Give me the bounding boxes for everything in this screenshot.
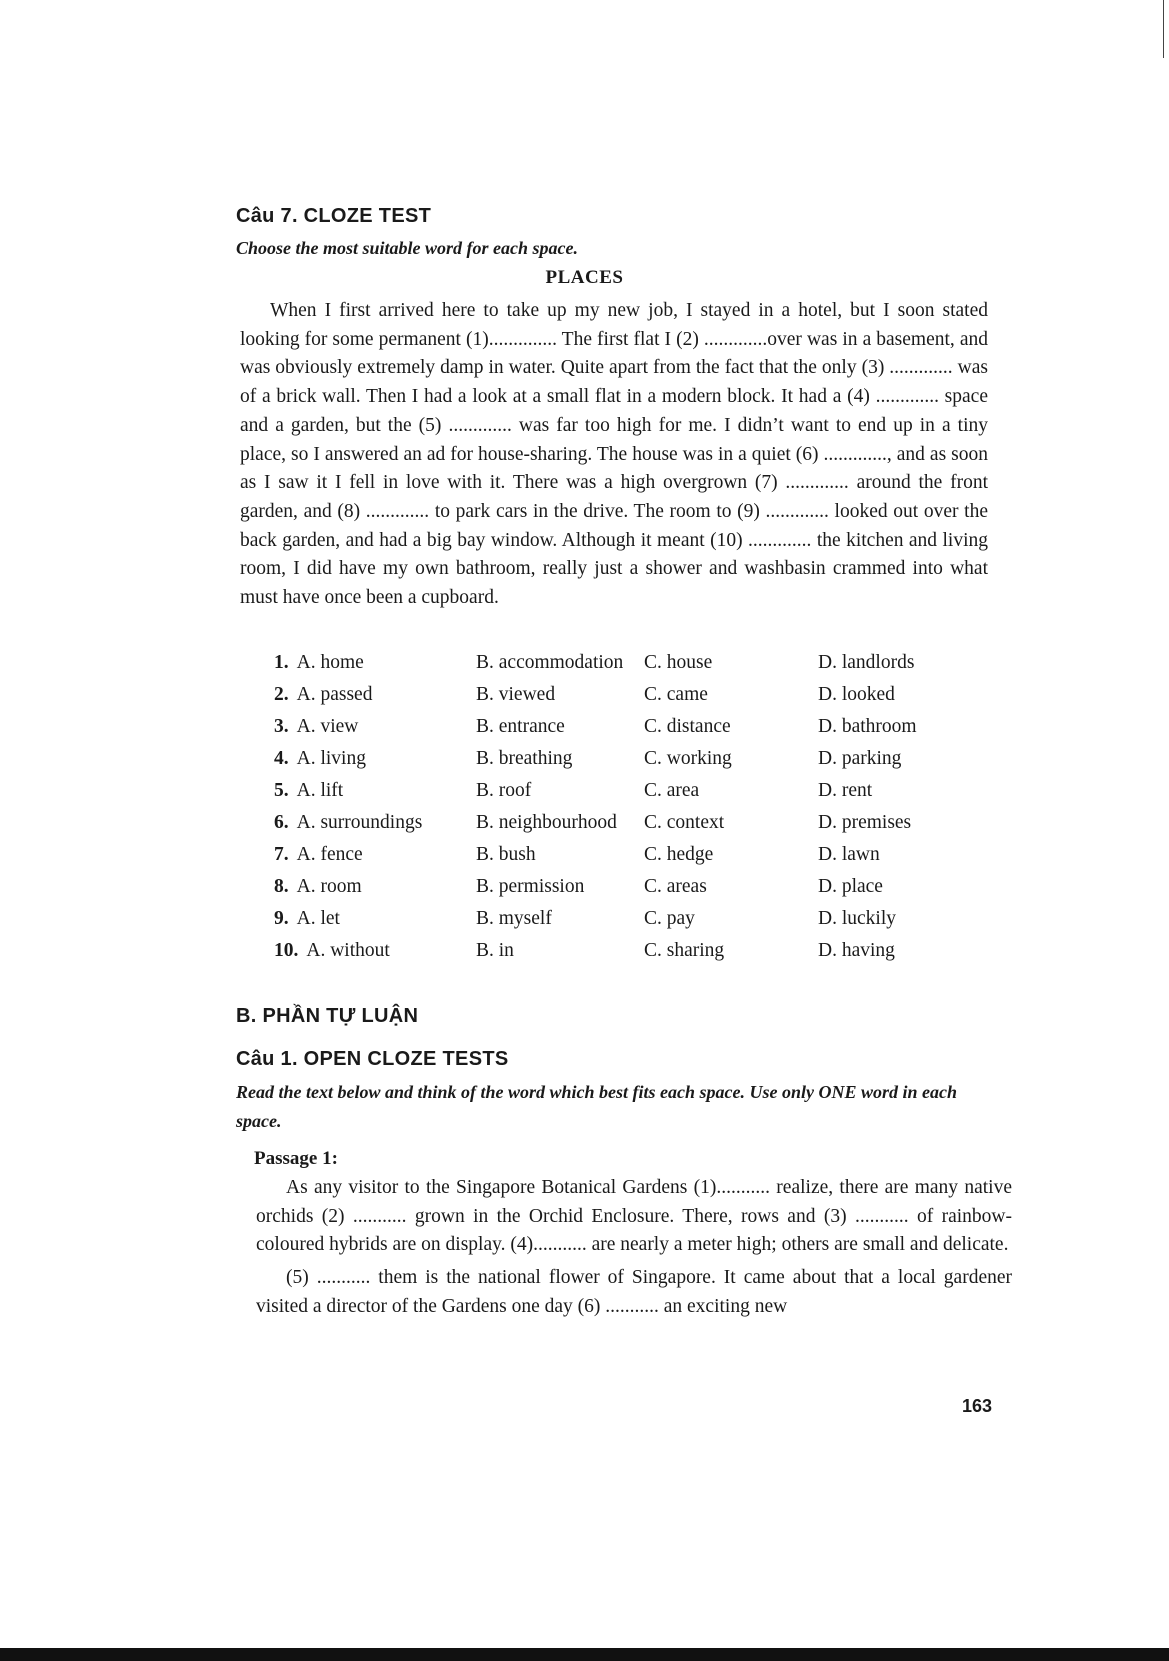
option-d: D. looked (818, 684, 895, 705)
option-a-cell (274, 903, 340, 935)
option-b: B. in (476, 940, 514, 961)
question-number: 4. (274, 748, 289, 769)
question-number: 10. (274, 940, 299, 961)
cau1-paragraph-2: (5) ........... them is the national flower of Singapore. It came about that a local gardener visited a director of the Gardens one day (6) ........... an exciting new (256, 1267, 1012, 1317)
option-row (274, 775, 974, 807)
cau7-heading: Câu 7. CLOZE TEST (236, 205, 432, 227)
option-a: A. living (296, 748, 366, 769)
option-row (274, 711, 974, 743)
passage-label: Passage 1: (254, 1148, 338, 1169)
page-number: 163 (962, 1396, 993, 1416)
option-a: A. let (296, 908, 340, 929)
option-c: C. came (644, 684, 708, 705)
question-number: 5. (274, 780, 289, 801)
option-a-cell (274, 935, 390, 967)
option-a: A. home (296, 652, 364, 673)
option-b: B. accommodation (476, 652, 624, 673)
option-c: C. distance (644, 716, 731, 737)
option-b: B. roof (476, 780, 532, 801)
option-c: C. areas (644, 876, 707, 897)
option-b: B. bush (476, 844, 536, 865)
option-b: B. entrance (476, 716, 565, 737)
cau1-paragraph-1: As any visitor to the Singapore Botanical Gardens (1)........... realize, there are many native orchids (2) ........... grown in the Orchid Enclosure. There, rows and (3) ........... of rainbow-coloured hybrids are on display. (4)........... are nearly a meter high; others are small and delicate. (256, 1177, 1012, 1256)
option-c: C. pay (644, 908, 695, 929)
question-number: 3. (274, 716, 289, 737)
option-a: A. fence (296, 844, 363, 865)
cau7-instruction: Choose the most suitable word for each space. (236, 238, 579, 258)
option-row (274, 807, 974, 839)
option-c: C. working (644, 748, 732, 769)
page-edge-line (1163, 0, 1164, 58)
option-d: D. rent (818, 780, 873, 801)
scan-bottom-border (0, 1648, 1169, 1661)
option-b: B. permission (476, 876, 585, 897)
option-c: C. area (644, 780, 700, 801)
option-a-cell (274, 871, 362, 903)
cau1-instruction: Read the text below and think of the word which best fits each space. Use only ONE word in each space. (236, 1082, 958, 1131)
option-d: D. parking (818, 748, 902, 769)
question-number: 7. (274, 844, 289, 865)
option-d: D. bathroom (818, 716, 917, 737)
option-b: B. breathing (476, 748, 573, 769)
option-row (274, 743, 974, 775)
option-d: D. having (818, 940, 895, 961)
option-b: B. neighbourhood (476, 812, 617, 833)
option-d: D. place (818, 876, 883, 897)
option-b: B. myself (476, 908, 552, 929)
option-b: B. viewed (476, 684, 556, 705)
question-number: 6. (274, 812, 289, 833)
passage-title: PLACES (545, 267, 624, 288)
option-row (274, 935, 974, 967)
option-a: A. passed (296, 684, 373, 705)
option-d: D. premises (818, 812, 912, 833)
answer-options-table (274, 647, 974, 967)
option-a-cell (274, 839, 363, 871)
section-b-heading: B. PHẦN TỰ LUẬN (236, 1005, 419, 1027)
cau1-heading: Câu 1. OPEN CLOZE TESTS (236, 1048, 509, 1070)
option-a: A. lift (296, 780, 344, 801)
option-a: A. room (296, 876, 362, 897)
option-a: A. without (306, 940, 390, 961)
option-a-cell (274, 647, 364, 679)
question-number: 2. (274, 684, 289, 705)
option-a-cell (274, 807, 422, 839)
option-row (274, 679, 974, 711)
question-number: 9. (274, 908, 289, 929)
cau7-paragraph: When I first arrived here to take up my new job, I stayed in a hotel, but I soon stated looking for some permanent (1).............. The first flat I (2) .............over was in a basement, and was obviously extremely damp in water. Quite apart from the fact that the only (3) ............. was of a brick wall. Then I had a look at a small flat in a modern block. It had a (4) ............. space and a garden, but the (5) ............. was far too high for me. I didn’t want to end up in a tiny place, so I answered an ad for house-sharing. The house was in a quiet (6) ............., and as soon as I saw it I fell in love with it. There was a high overgrown (7) ............. around the front garden, and (8) ............. to park cars in the drive. The room to (9) ............. looked out over the back garden, and had a big bay window. Although it meant (10) ............. the kitchen and living room, I did have my own bathroom, really just a shower and washbasin crammed into what must have once been a cupboard. (240, 300, 988, 609)
option-d: D. luckily (818, 908, 896, 929)
option-row (274, 871, 974, 903)
option-row (274, 903, 974, 935)
option-row (274, 839, 974, 871)
option-a-cell (274, 711, 358, 743)
cau7-passage (240, 297, 988, 613)
option-a: A. view (296, 716, 359, 737)
option-row (274, 647, 974, 679)
cau1-passage (256, 1174, 1012, 1322)
option-d: D. lawn (818, 844, 880, 865)
option-c: C. house (644, 652, 713, 673)
option-d: D. landlords (818, 652, 915, 673)
option-a-cell (274, 743, 366, 775)
question-number: 1. (274, 652, 289, 673)
option-a-cell (274, 775, 343, 807)
option-c: C. context (644, 812, 725, 833)
option-c: C. sharing (644, 940, 725, 961)
option-c: C. hedge (644, 844, 714, 865)
option-a-cell (274, 679, 372, 711)
option-a: A. surroundings (296, 812, 423, 833)
question-number: 8. (274, 876, 289, 897)
